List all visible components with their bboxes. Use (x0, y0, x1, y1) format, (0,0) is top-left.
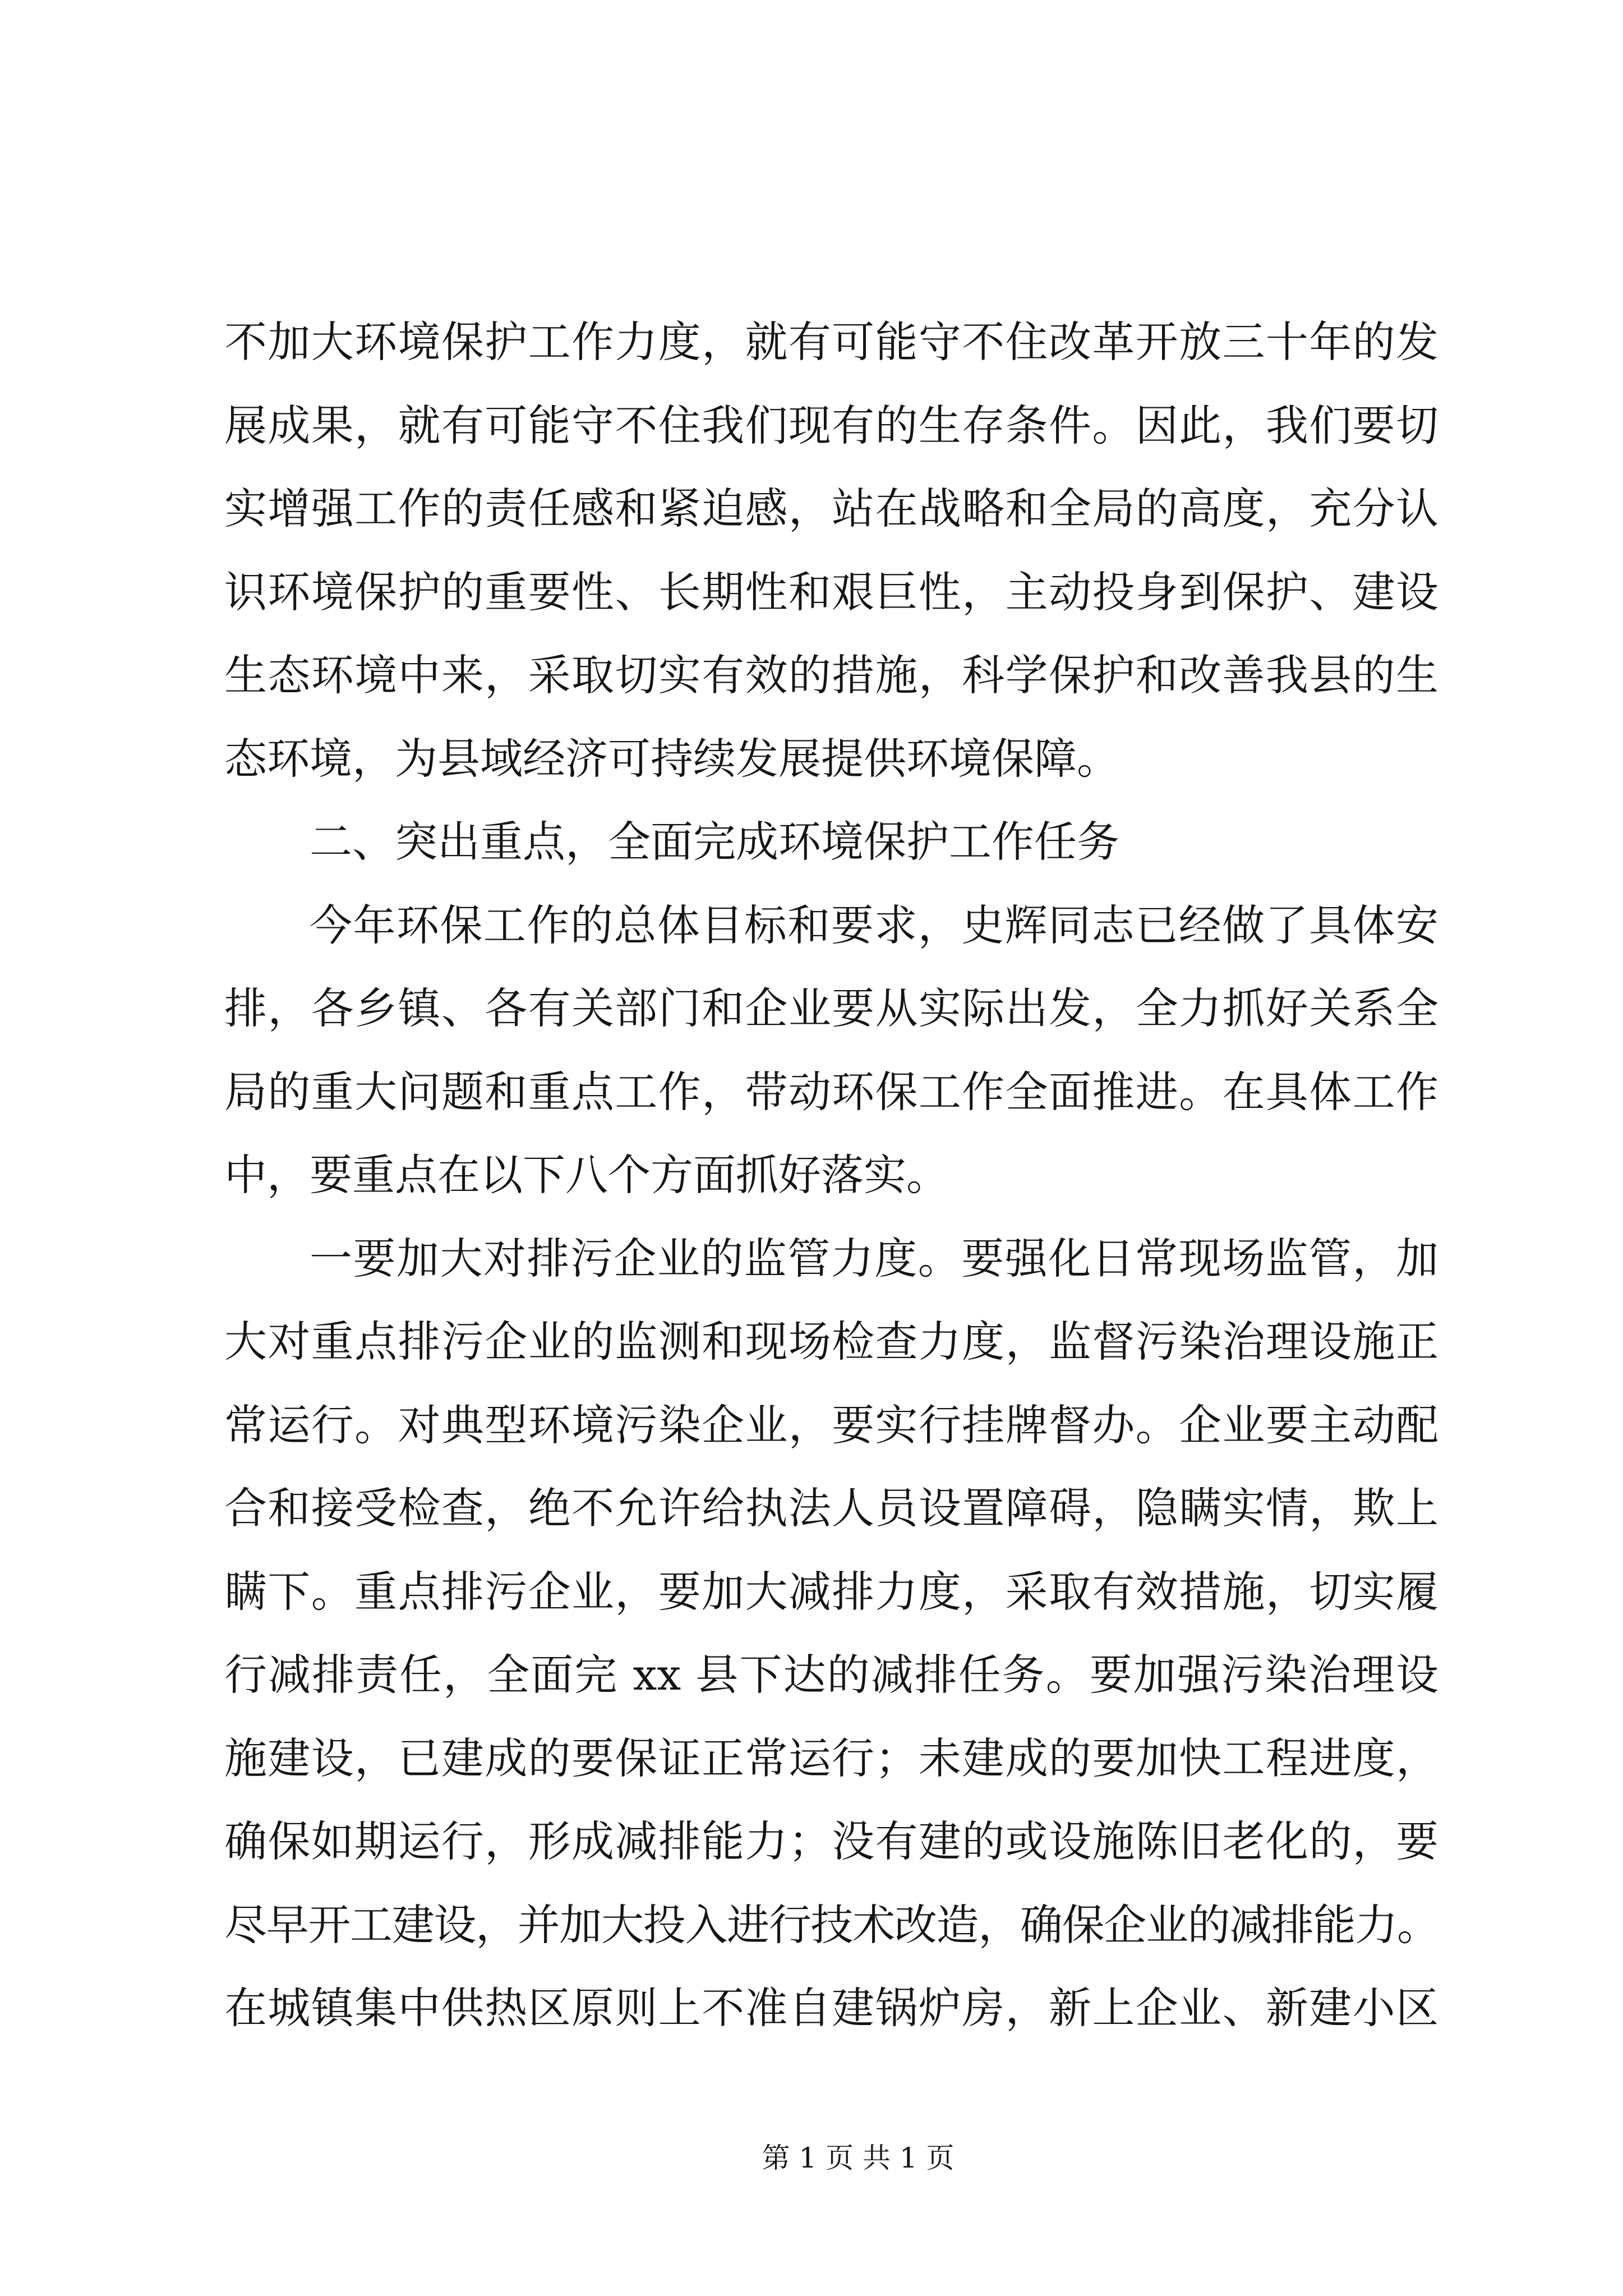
body-text-line: 一要加大对排污企业的监管力度。要强化日常现场监管，加 (310, 1233, 1438, 1283)
body-text-line: 局的重大问题和重点工作，带动环保工作全面推进。在具体工作 (224, 1066, 1438, 1117)
body-text-line: 生态环境中来，采取切实有效的措施，科学保护和改善我县的生 (224, 650, 1438, 700)
body-text-line: 行减排责任，全面完 xx 县下达的减排任务。要加强污染治理设 (224, 1650, 1438, 1700)
body-text-line: 态环境，为县域经济可持续发展提供环境保障。 (224, 733, 1119, 784)
body-text-line: 确保如期运行，形成减排能力；没有建的或设施陈旧老化的，要 (224, 1816, 1438, 1866)
body-text-line: 大对重点排污企业的监测和现场检查力度，监督污染治理设施正 (224, 1317, 1438, 1366)
section-heading (224, 800, 1438, 884)
body-text-line: 尽早开工建设，并加大投入进行技术改造，确保企业的减排能力。 (224, 1899, 1438, 1950)
paragraph-overall-goals (224, 884, 1438, 1217)
body-text-line: 排，各乡镇、各有关部门和企业要从实际出发，全力抓好关系全 (224, 983, 1438, 1033)
body-text-line: 实增强工作的责任感和紧迫感，站在战略和全局的高度，充分认 (224, 484, 1438, 533)
paragraph-intro-continuation (224, 301, 1438, 800)
body-text-line: 今年环保工作的总体目标和要求，史辉同志已经做了具体安 (310, 900, 1438, 950)
page-footer: 第 1 页 共 1 页 (762, 2142, 955, 2174)
body-text-line: 中，要重点在以下八个方面抓好落实。 (224, 1150, 949, 1200)
body-text-line: 常运行。对典型环境污染企业，要实行挂牌督办。企业要主动配 (224, 1400, 1438, 1450)
body-text-line: 不加大环境保护工作力度，就有可能守不住改革开放三十年的发 (224, 317, 1438, 367)
body-text-line: 展成果，就有可能守不住我们现有的生存条件。因此，我们要切 (224, 400, 1438, 450)
body-text-line: 瞒下。重点排污企业，要加大减排力度，采取有效措施，切实履 (224, 1566, 1438, 1617)
document-body (224, 301, 1438, 2050)
body-text-line: 合和接受检查，绝不允许给执法人员设置障碍，隐瞒实情，欺上 (224, 1483, 1438, 1533)
section-heading-text: 二、突出重点，全面完成环境保护工作任务 (310, 817, 1119, 867)
paragraph-enterprise-supervision (224, 1217, 1438, 2050)
body-text-line: 识环境保护的重要性、长期性和艰巨性，主动投身到保护、建设 (224, 567, 1438, 617)
body-text-line: 施建设，已建成的要保证正常运行；未建成的要加快工程进度， (224, 1733, 1438, 1783)
body-text-line: 在城镇集中供热区原则上不准自建锅炉房，新上企业、新建小区 (224, 1983, 1438, 2033)
